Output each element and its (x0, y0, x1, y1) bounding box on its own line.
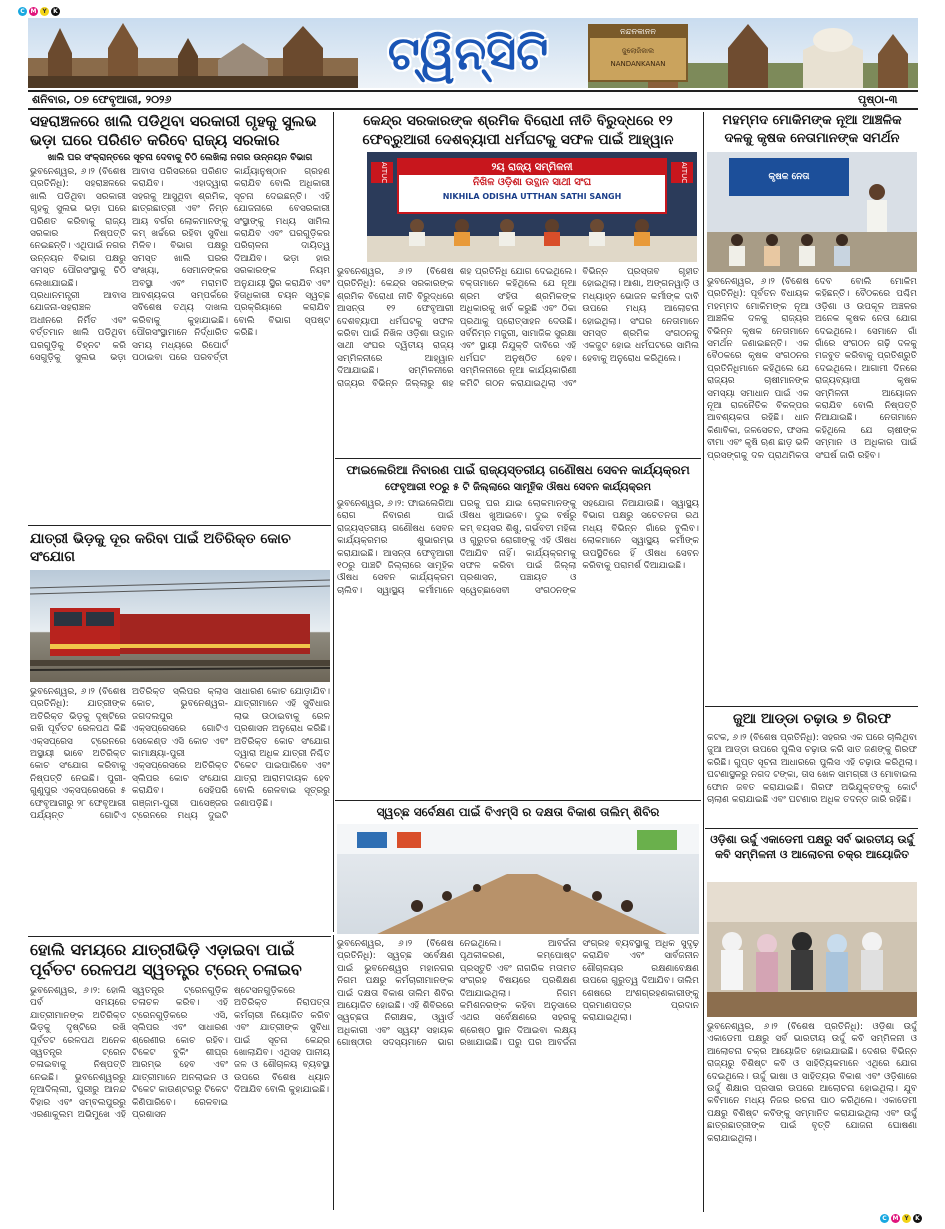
urdu-photo (707, 882, 917, 1017)
gamble-headline: ଜୁଆ ଆଡ୍ଡା ଚଢ଼ାଉ ୭ ଗିରଫ (732, 711, 892, 727)
mohammed-headline: ମହମ୍ମଦ ମୋକିମଙ୍କ ନୂଆ ଆଞ୍ଚଳିକ ଦଳକୁ କୃଷକ ନେତାମାନଙ୍କ ସମର୍ଥନ (722, 113, 902, 146)
cmyk-k-bottom: K (913, 1214, 922, 1223)
audience-illustration (707, 882, 917, 1017)
badge-sub-text: ଜୁଲୋଜିକାଲ (621, 47, 655, 55)
dais-people-illustration (367, 214, 697, 262)
registration-marks-bottom (880, 1214, 922, 1223)
cmyk-y-bottom: Y (902, 1214, 911, 1223)
train-coach-headline: ଯାତ୍ରୀ ଭିଡ଼କୁ ଦୂର କରିବା ପାଇଁ ଅତିରିକ୍ତ କୋଚ ସଂଯୋଗ (30, 531, 291, 565)
cmyk-c-bottom: C (880, 1214, 889, 1223)
train-coach-body: ଭୁବନେଶ୍ୱର, ୬।୨ (ବିଶେଷ ପ୍ରତିନିଧି): ଯାତ୍ରୀଙ୍କ ଅତିରିକ୍ତ ଭିଡ଼କୁ ଦୃଷ୍ଟିରେ ରଖି ପୂର୍ବତଟ ରେଳପଥ କିଛି ଏକ୍ସପ୍ରେସ ଟ୍ରେନରେ ଅସ୍ଥାୟୀ ଭାବେ ଅତିରିକ୍ତ କୋଚ ସଂଯୋଗ କରିବାକୁ ନିଷ୍ପତ୍ତି ନେଇଛି। ପୁରୀ-ଗୁଣୁପୁର ଏକ୍ସପ୍ରେସରେ ୫ ଫେବୃଆରୀରୁ ୨୮ ଫେବୃଆରୀ ପର୍ଯ୍ୟନ୍ତ ଗୋଟିଏ ଅତିରିକ୍ତ ସ୍ଲିପର କ୍ଲାସ କୋଚ, ଭୁବନେଶ୍ୱର-ଜଗଦଲପୁର ଏକ୍ସପ୍ରେସରେ ଗୋଟିଏ ସେକେଣ୍ଡ ଏସି କୋଚ ଏବଂ କାମାକ୍ଷ୍ୟା-ପୁରୀ ଏକ୍ସପ୍ରେସରେ ଅତିରିକ୍ତ ସ୍ଲିପର କୋଚ ସଂଯୋଗ କରାଯିବ। ସେହିପରି ଗଞ୍ଜାମ-ପୁରୀ ପାସେଞ୍ଜର ଟ୍ରେନରେ ମଧ୍ୟ ଦୁଇଟି ସାଧାରଣ କୋଚ ଯୋଡ଼ାଯିବ। ଯାତ୍ରୀମାନେ ଏହି ସୁବିଧାର ଲାଭ ଉଠାଇବାକୁ ରେଳ ପ୍ରଶାସନ ଅନୁରୋଧ କରିଛି। ଅତିରିକ୍ତ କୋଚ ସଂଯୋଗ ଦ୍ୱାରା ଅଧିକ ଯାତ୍ରୀ ନିଶ୍ଚିତ ଟିକେଟ ପାଇପାରିବେ ଏବଂ ଯାତ୍ରା ଆରାମଦାୟକ ହେବ ବୋଲି ରେଳବାଇ ସୂତ୍ରରୁ ଜଣାପଡ଼ିଛି। (30, 687, 330, 822)
filaria-body: ଭୁବନେଶ୍ୱର, ୬।୨: ଫାଇଲେରିଆ ରୋଗ ନିବାରଣ ପାଇଁ ରାଜ୍ୟସ୍ତରୀୟ ଗଣୌଷଧ ସେବନ କାର୍ଯ୍ୟକ୍ରମର ଶୁଭାରମ୍ଭ କରାଯାଇଛି। ଆସନ୍ତା ଫେବୃଆରୀ ୧୦ରୁ ପାଞ୍ଚଟି ଜିଲ୍ଲାରେ ସାମୂହିକ ଔଷଧ ସେବନ କାର୍ଯ୍ୟକ୍ରମ ଚାଲିବ। ସ୍ୱାସ୍ଥ୍ୟ କର୍ମୀମାନେ ଘରକୁ ଘର ଯାଇ ଲୋକମାନଙ୍କୁ ଔଷଧ ଖୁଆଇବେ। ଦୁଇ ବର୍ଷରୁ କମ୍ ବୟସର ଶିଶୁ, ଗର୍ଭବତୀ ମହିଳା ଓ ଗୁରୁତର ରୋଗୀଙ୍କୁ ଏହି ଔଷଧ ଦିଆଯିବ ନାହିଁ। କାର୍ଯ୍ୟକ୍ରମକୁ ସଫଳ କରିବା ପାଇଁ ଜିଲ୍ଲା ପ୍ରଶାସନ, ପଞ୍ଚାୟତ ଓ ସ୍ୱେଚ୍ଛାସେବୀ ସଂଗଠନଙ୍କ ସହଯୋଗ ନିଆଯାଉଛି। ସ୍ୱାସ୍ଥ୍ୟ ବିଭାଗ ପକ୍ଷରୁ ସଚେତନତା ରଥ ମଧ୍ୟ ବିଭିନ୍ନ ଗାଁରେ ବୁଲିବ। ଲୋକମାନେ ସ୍ୱାସ୍ଥ୍ୟ କର୍ମୀଙ୍କ ଉପସ୍ଥିତିରେ ହିଁ ଔଷଧ ସେବନ କରିବାକୁ ପରାମର୍ଶ ଦିଆଯାଇଛି। (337, 499, 699, 596)
housing-body: ଭୁବନେଶ୍ୱର, ୬।୨ (ବିଶେଷ ପ୍ରତିନିଧି): ସହରାଞ୍ଚଳରେ ଖାଲି ପଡିଥିବା ସରକାରୀ ଗୃହକୁ ସୁଲଭ ଭଡ଼ା ଘରେ ପରିଣତ କରିବାକୁ ରାଜ୍ୟ ସରକାର ନିଷ୍ପତ୍ତି ନେଇଛନ୍ତି। ଏଥିପାଇଁ ନଗର ଉନ୍ନୟନ ବିଭାଗ ପକ୍ଷରୁ ସମସ୍ତ ପୌରସଂସ୍ଥାକୁ ଚିଠି ଲେଖାଯାଇଛି। ପ୍ରଧାନମନ୍ତ୍ରୀ ଆବାସ ଯୋଜନା-ସହରାଞ୍ଚଳ ଅଧୀନରେ ନିର୍ମିତ ଏବଂ ବର୍ତ୍ତମାନ ଖାଲି ପଡିଥିବା ଘରଗୁଡ଼ିକୁ ଚିହ୍ନଟ କରି ସେଗୁଡ଼ିକୁ ସୁଲଭ ଭଡ଼ା ଆବାସ ପରିସରରେ ପରିଣତ କରାଯିବ। ଏହାଦ୍ୱାରା ସହରକୁ ଆସୁଥିବା ଶ୍ରମିକ, ଛାତ୍ରଛାତ୍ରୀ ଏବଂ ନିମ୍ନ ଆୟ ବର୍ଗର ଲୋକମାନଙ୍କୁ କମ୍ ଖର୍ଚ୍ଚରେ ରହିବା ସୁବିଧା ମିଳିବ। ବିଭାଗ ପକ୍ଷରୁ ସମସ୍ତ ଖାଲି ଘରର ସଂଖ୍ୟା, ସେମାନଙ୍କର ଅବସ୍ଥା ଏବଂ ମରାମତି ଆବଶ୍ୟକତା ସମ୍ପର୍କରେ ସବିଶେଷ ତଥ୍ୟ ଦାଖଲ କରିବାକୁ କୁହାଯାଇଛି। ପୌରସଂସ୍ଥାମାନେ ନିର୍ଦ୍ଧାରିତ ସମୟ ମଧ୍ୟରେ ରିପୋର୍ଟ ପଠାଇବା ପରେ ପରବର୍ତ୍ତୀ କାର୍ଯ୍ୟାନୁଷ୍ଠାନ ଗ୍ରହଣ କରାଯିବ ବୋଲି ଅଧିକାରୀ ସୂଚନା ଦେଇଛନ୍ତି। ଏହି ଯୋଜନାରେ ବେସରକାରୀ ସଂସ୍ଥାଙ୍କୁ ମଧ୍ୟ ସାମିଲ କରାଯିବ ଏବଂ ଘରଗୁଡ଼ିକର ପରିଚାଳନା ଦାୟିତ୍ୱ ଦିଆଯିବ। ଭଡ଼ା ହାର ସରକାରଙ୍କ ନିୟମ ଅନୁଯାୟୀ ସ୍ଥିର କରାଯିବ ଏବଂ ହିତାଧିକାରୀ ଚୟନ ସ୍ୱଚ୍ଛ ପ୍ରକ୍ରିୟାରେ କରାଯିବ ବୋଲି ବିଭାଗ ସ୍ପଷ୍ଟ କରିଛି। (30, 167, 330, 364)
mohammed-photo (707, 152, 917, 272)
holi-train-body: ଭୁବନେଶ୍ୱର, ୬।୨: ହୋଲି ପର୍ବ ସମୟରେ ଯାତ୍ରୀମାନଙ୍କ ଅତିରିକ୍ତ ଭିଡ଼କୁ ଦୃଷ୍ଟିରେ ରଖି ପୂର୍ବତଟ ରେଳପଥ ଅନେକ ସ୍ୱତନ୍ତ୍ର ଟ୍ରେନ ଚଳାଇବାକୁ ନିଷ୍ପତ୍ତି ନେଇଛି। ଭୁବନେଶ୍ୱରରୁ ନୂଆଦିଲ୍ଲୀ, ପୁରୀରୁ ଆନନ୍ଦ ବିହାର ଏବଂ ସମ୍ବଲପୁରରୁ ଏରଣାକୁଲମ ଅଭିମୁଖେ ଏହି ସ୍ୱତନ୍ତ୍ର ଟ୍ରେନଗୁଡ଼ିକ ଚଳାଚଳ କରିବ। ଏହି ଟ୍ରେନଗୁଡ଼ିକରେ ଏସି, ସ୍ଲିପର ଏବଂ ସାଧାରଣ ଶ୍ରେଣୀର କୋଚ ରହିବ। ଟିକେଟ ବୁକିଂ ଶୀଘ୍ର ଆରମ୍ଭ ହେବ ଏବଂ ଯାତ୍ରୀମାନେ ଅନଲାଇନ ଓ ଟିକେଟ କାଉଣ୍ଟରରୁ ଟିକେଟ କିଣିପାରିବେ। ରେଳବାଇ ପ୍ରଶାସନ ଷ୍ଟେସନଗୁଡ଼ିକରେ ଅତିରିକ୍ତ ନିରାପତ୍ତା କର୍ମଚାରୀ ନିୟୋଜିତ କରିବ ଏବଂ ଯାତ୍ରୀଙ୍କ ସୁବିଧା ପାଇଁ ସୂଚନା କେନ୍ଦ୍ର ଖୋଲାଯିବ। ଏଥିସହ ପାନୀୟ ଜଳ ଓ ଶୌଚାଳୟ ବ୍ୟବସ୍ଥା ଉପରେ ବିଶେଷ ଧ୍ୟାନ ଦିଆଯିବ ବୋଲି କୁହାଯାଇଛି। (30, 986, 330, 1121)
cmyk-m-bottom: M (892, 1215, 899, 1222)
filaria-subhead: ଫେବୃଆରୀ ୧୦ରୁ ୫ ଟି ଜିଲ୍ଲାରେ ସାମୂହିକ ଔଷଧ ସେବନ କାର୍ଯ୍ୟକ୍ରମ (385, 482, 651, 493)
dateline-bottom-rule (28, 108, 918, 110)
mohammed-photo-banner: କୃଷକ ନେତା (729, 158, 849, 196)
column-divider-2 (703, 112, 704, 1212)
temple-skyline-left (28, 18, 358, 88)
aituc-tag-right: AITUC (671, 162, 693, 183)
meeting-illustration (707, 152, 917, 272)
section-rule-holi (28, 936, 331, 937)
mohammed-body: ଭୁବନେଶ୍ୱର, ୬।୨ (ବିଶେଷ ପ୍ରତିନିଧି): ପୂର୍ବତନ ବିଧାୟକ ମହମ୍ମଦ ମୋକିମଙ୍କ ନୂଆ ଆଞ୍ଚଳିକ ଦଳକୁ ରାଜ୍ୟର ବିଭିନ୍ନ କୃଷକ ନେତାମାନେ ସମର୍ଥନ ଜଣାଇଛନ୍ତି। ଏକ ବୈଠକରେ କୃଷକ ସଂଗଠନର ପ୍ରତିନିଧିମାନେ କହିଥିଲେ ଯେ ରାଜ୍ୟର ଚାଷୀମାନଙ୍କ ସମସ୍ୟା ସମାଧାନ ପାଇଁ ଏକ ନୂଆ ରାଜନୈତିକ ବିକଳ୍ପର ଆବଶ୍ୟକତା ରହିଛି। ଧାନ କିଣାବିକା, ଜଳସେଚନ, ଫସଲ ବୀମା ଏବଂ କୃଷି ଋଣ ଛାଡ଼ ଭଳି ପ୍ରସଙ୍ଗକୁ ଦଳ ପ୍ରାଥମିକତା ଦେବ ବୋଲି ମୋକିମ କହିଛନ୍ତି। ବୈଠକରେ ପଶ୍ଚିମ ଓଡ଼ିଶା ଓ ଉପକୂଳ ଅଞ୍ଚଳର ଅନେକ କୃଷକ ନେତା ଯୋଗ ଦେଇଥିଲେ। ସେମାନେ ଗାଁ ଗାଁରେ ସଂଗଠନ ଗଢ଼ି ଦଳକୁ ମଜବୁତ କରିବାକୁ ପ୍ରତିଶ୍ରୁତି ଦେଇଥିଲେ। ଆଗାମୀ ଦିନରେ ରାଜ୍ୟବ୍ୟାପୀ କୃଷକ ସମ୍ମିଳନୀ ଆୟୋଜନ କରାଯିବ ବୋଲି ନିଷ୍ପତ୍ତି ନିଆଯାଇଛି। ନେତାମାନେ କହିଥିଲେ ଯେ ଚାଷୀଙ୍କ ସମ୍ମାନ ଓ ଅଧିକାର ପାଇଁ ସଂଘର୍ଷ ଜାରି ରହିବ। (707, 277, 917, 461)
strike-body: ଭୁବନେଶ୍ୱର, ୬।୨ (ବିଶେଷ ପ୍ରତିନିଧି): କେନ୍ଦ୍ର ସରକାରଙ୍କ ଶ୍ରମିକ ବିରୋଧୀ ନୀତି ବିରୁଦ୍ଧରେ ଆସନ୍ତା ୧୨ ଫେବୃଆରୀ ଦେଶବ୍ୟାପୀ ଧର୍ମଘଟକୁ ସଫଳ କରିବା ପାଇଁ ନିଖିଳ ଓଡ଼ିଶା ଉତ୍ଥାନ ସାଥୀ ସଂଘର ଦ୍ୱିତୀୟ ରାଜ୍ୟ ସମ୍ମିଳନୀରେ ଆହ୍ୱାନ ଦିଆଯାଇଛି। ସମ୍ମିଳନୀରେ ରାଜ୍ୟର ବିଭିନ୍ନ ଜିଲ୍ଲାରୁ ଶହ ଶହ ପ୍ରତିନିଧି ଯୋଗ ଦେଇଥିଲେ। ବକ୍ତାମାନେ କହିଥିଲେ ଯେ ନୂଆ ଶ୍ରମ ସଂହିତା ଶ୍ରମିକଙ୍କ ଅଧିକାରକୁ ଖର୍ବ କରୁଛି ଏବଂ ଠିକା ପ୍ରଥାକୁ ପ୍ରୋତ୍ସାହନ ଦେଉଛି। ସର୍ବନିମ୍ନ ମଜୁରୀ, ସାମାଜିକ ସୁରକ୍ଷା ଏବଂ ସ୍ଥାୟୀ ନିଯୁକ୍ତି ଦାବିରେ ଏହି ଧର୍ମଘଟ ଅନୁଷ୍ଠିତ ହେବ। ସମ୍ମିଳନୀରେ ନୂଆ କାର୍ଯ୍ୟକାରିଣୀ କମିଟି ଗଠନ କରାଯାଇଥିଲା ଏବଂ ବିଭିନ୍ନ ପ୍ରସ୍ତାବ ଗୃହୀତ ହୋଇଥିଲା। ଆଶା, ଅଙ୍ଗନୱାଡ଼ି ଓ ମଧ୍ୟାହ୍ନ ଭୋଜନ କର୍ମୀଙ୍କ ଦାବି ଉପରେ ମଧ୍ୟ ଆଲୋଚନା ହୋଇଥିଲା। ସଂଘର ନେତାମାନେ ସମସ୍ତ ଶ୍ରମିକ ସଂଗଠନକୁ ଏକଜୁଟ ହୋଇ ଧର୍ମଘଟରେ ସାମିଲ ହେବାକୁ ଅନୁରୋଧ କରିଥିଲେ। (337, 267, 699, 389)
strike-banner-line2: ନିଖିଳ ଓଡ଼ିଶା ଉତ୍ଥାନ ସାଥୀ ସଂଘ (472, 177, 592, 188)
gamble-body: କଟକ, ୬।୨ (ବିଶେଷ ପ୍ରତିନିଧି): ସହରର ଏକ ଘରେ ଚାଲିଥିବା ଜୁଆ ଆଡ୍ଡା ଉପରେ ପୁଲିସ ଚଢ଼ାଉ କରି ସାତ ଜଣଙ୍କୁ ଗିରଫ କରିଛି। ଗୁପ୍ତ ସୂଚନା ଆଧାରରେ ପୁଲିସ ଏହି ଚଢ଼ାଉ କରିଥିଲା। ଘଟଣାସ୍ଥଳରୁ ନଗଦ ଟଙ୍କା, ତାସ ଖେଳ ସାମଗ୍ରୀ ଓ ମୋବାଇଲ ଫୋନ ଜବତ କରାଯାଇଛି। ଗିରଫ ଅଭିଯୁକ୍ତଙ୍କୁ କୋର୍ଟ ଚାଲାଣ କରାଯାଇଛି ଏବଂ ଘଟଣାର ଅଧିକ ତଦନ୍ତ ଜାରି ରହିଛି। (707, 733, 917, 806)
holi-train-headline: ହୋଲି ସମୟରେ ଯାତ୍ରୀଭିଡ଼ି ଏଡ଼ାଇବା ପାଇଁ ପୂର୍ବତଟ ରେଳପଥ ସ୍ୱତନ୍ତ୍ର ଟ୍ରେନ୍ ଚଳାଇବ (30, 940, 302, 979)
section-rule-swachh (335, 800, 701, 801)
cmyk-y: Y (40, 7, 49, 16)
housing-headline: ସହରାଞ୍ଚଳରେ ଖାଲି ପଡିଥିବା ସରକାରୀ ଗୃହକୁ ସୁଲଭ ଭଡ଼ା ଘରେ ପରିଣତ କରିବେ ରାଜ୍ୟ ସରକାର (30, 112, 317, 149)
filaria-headline: ଫାଇଲେରିଆ ନିବାରଣ ପାଇଁ ରାଜ୍ୟସ୍ତରୀୟ ଗଣୌଷଧ ସେବନ କାର୍ଯ୍ୟକ୍ରମ (346, 463, 690, 477)
section-rule-train (28, 525, 331, 526)
strike-headline: କେନ୍ଦ୍ର ସରକାରଙ୍କ ଶ୍ରମିକ ବିରୋଧୀ ନୀତି ବିରୁଦ୍ଧରେ ୧୨ ଫେବ୍ରୁଆରୀ ଦେଶବ୍ୟାପୀ ଧର୍ମଘଟକୁ ସଫଳ ପାଇଁ ଆହ୍ୱାନ (362, 113, 674, 148)
urdu-body: ଭୁବନେଶ୍ୱର, ୬।୨ (ବିଶେଷ ପ୍ରତିନିଧି): ଓଡ଼ିଶା ଉର୍ଦ୍ଦୁ ଏକାଡେମୀ ପକ୍ଷରୁ ସର୍ବ ଭାରତୀୟ ଉର୍ଦ୍ଦୁ କବି ସମ୍ମିଳନୀ ଓ ଆଲୋଚନା ଚକ୍ର ଆୟୋଜିତ ହୋଇଯାଇଛି। ଦେଶର ବିଭିନ୍ନ ରାଜ୍ୟରୁ ବିଶିଷ୍ଟ କବି ଓ ସାହିତ୍ୟିକମାନେ ଏଥିରେ ଯୋଗ ଦେଇଥିଲେ। ଉର୍ଦ୍ଦୁ ଭାଷା ଓ ସାହିତ୍ୟର ବିକାଶ ଏବଂ ଓଡ଼ିଶାରେ ଉର୍ଦ୍ଦୁ ଶିକ୍ଷାର ପ୍ରସାର ଉପରେ ଆଲୋଚନା ହୋଇଥିଲା। ଯୁବ କବିମାନେ ମଧ୍ୟ ନିଜର ରଚନା ପାଠ କରିଥିଲେ। ଏକାଡେମୀ ପକ୍ଷରୁ ବିଶିଷ୍ଟ କବିଙ୍କୁ ସମ୍ମାନିତ କରାଯାଇଥିଲା ଏବଂ ଉର୍ଦ୍ଦୁ ଛାତ୍ରଛାତ୍ରୀଙ୍କ ପାଇଁ ବୃତ୍ତି ଯୋଜନା ଘୋଷଣା କରାଯାଇଥିଲା। (707, 1022, 917, 1144)
strike-banner-line1: ୨ୟ ରାଜ୍ୟ ସମ୍ମିଳନୀ (399, 160, 665, 175)
column-divider-1 (333, 112, 334, 932)
swachh-headline: ସ୍ୱଚ୍ଛ ସର୍ବେକ୍ଷଣ ପାଇଁ ବିଏମ୍‌ସି ର ଦକ୍ଷତା ବିକାଶ ତାଲିମ୍ ଶିବିର (376, 805, 660, 819)
train-photo (30, 570, 330, 682)
aituc-tag-left: AITUC (371, 162, 393, 183)
cmyk-k: K (51, 7, 60, 16)
registration-marks-top (18, 7, 60, 16)
housing-subhead: ଖାଲି ଘର ସଂକ୍ରାନ୍ତରେ ସୂଚନା ଦେବାକୁ ଚିଠି ଲେଖିଲା ନଗର ଉନ୍ନୟନ ବିଭାଗ (47, 153, 313, 163)
locomotive-illustration (30, 570, 330, 682)
column-divider-3 (333, 935, 334, 1210)
training-photo (337, 824, 699, 934)
nandankanan-badge (588, 24, 688, 82)
section-rule-urdu (705, 828, 918, 829)
masthead (28, 18, 918, 88)
badge-en-text: NANDANKANAN (610, 60, 666, 68)
dateline-date: ଶନିବାର, ୦୭ ଫେବୃଆରୀ, ୨୦୨୬ (32, 93, 172, 106)
strike-photo (367, 152, 697, 262)
strike-banner (397, 158, 667, 214)
cmyk-m: M (30, 8, 37, 15)
cmyk-c: C (18, 7, 27, 16)
swachh-body: ଭୁବନେଶ୍ୱର, ୬।୨ (ବିଶେଷ ପ୍ରତିନିଧି): ସ୍ୱଚ୍ଛ ସର୍ବେକ୍ଷଣ ପାଇଁ ଭୁବନେଶ୍ୱର ମହାନଗର ନିଗମ ପକ୍ଷରୁ କର୍ମଚାରୀମାନଙ୍କ ପାଇଁ ଦକ୍ଷତା ବିକାଶ ତାଲିମ ଶିବିର ଆୟୋଜିତ ହୋଇଛି। ଏହି ଶିବିରରେ ସ୍ୱଚ୍ଛତା ନିରୀକ୍ଷକ, ଓ୍ୱାର୍ଡ ଅଧିକାରୀ ଏବଂ ସ୍ୱୟଂ ସହାୟକ ଗୋଷ୍ଠୀର ସଦସ୍ୟମାନେ ଭାଗ ନେଇଥିଲେ। ଆବର୍ଜନା ପୃଥକୀକରଣ, କମ୍ପୋଷ୍ଟ ପ୍ରସ୍ତୁତି ଏବଂ ନାଗରିକ ମତାମତ ସଂଗ୍ରହ ବିଷୟରେ ପ୍ରଶିକ୍ଷଣ ଦିଆଯାଇଥିଲା। ନିଗମ କମିଶନରଙ୍କ କହିବା ଅନୁସାରେ ଏଥର ସର୍ବେକ୍ଷଣରେ ସହରକୁ ଶ୍ରେଷ୍ଠ ସ୍ଥାନ ଦିଆଇବା ଲକ୍ଷ୍ୟ ରଖାଯାଇଛି। ଘରୁ ଘର ଆବର୍ଜନା ସଂଗ୍ରହ ବ୍ୟବସ୍ଥାକୁ ଅଧିକ ସୁଦୃଢ଼ କରାଯିବ ଏବଂ ସାର୍ବଜନୀନ ଶୌଚାଳୟର ରକ୍ଷଣାବେକ୍ଷଣ ଉପରେ ଗୁରୁତ୍ୱ ଦିଆଯିବ। ତାଲିମ ଶେଷରେ ଅଂଶଗ୍ରହଣକାରୀଙ୍କୁ ପ୍ରମାଣପତ୍ର ପ୍ରଦାନ କରାଯାଇଥିଲା। (337, 939, 699, 1049)
classroom-illustration (337, 824, 699, 934)
badge-top-text: ନନ୍ଦନକାନନ (590, 26, 686, 38)
masthead-title: ଟ୍ୱିନ୍‌ସିଟି (387, 26, 549, 80)
page-number: ପୃଷ୍ଠା-୩ (858, 93, 898, 106)
section-rule-filaria (335, 458, 701, 459)
section-rule-gamble (705, 706, 918, 707)
urdu-headline: ଓଡ଼ିଶା ଉର୍ଦ୍ଦୁ ଏକାଡେମୀ ପକ୍ଷରୁ ସର୍ବ ଭାରତୀୟ ଉର୍ଦ୍ଦୁ କବି ସମ୍ମିଳନୀ ଓ ଆଲୋଚନା ଚକ୍ର ଆୟୋଜିତ (710, 833, 914, 861)
strike-banner-line3: NIKHILA ODISHA UTTHAN SATHI SANGH (442, 192, 622, 201)
